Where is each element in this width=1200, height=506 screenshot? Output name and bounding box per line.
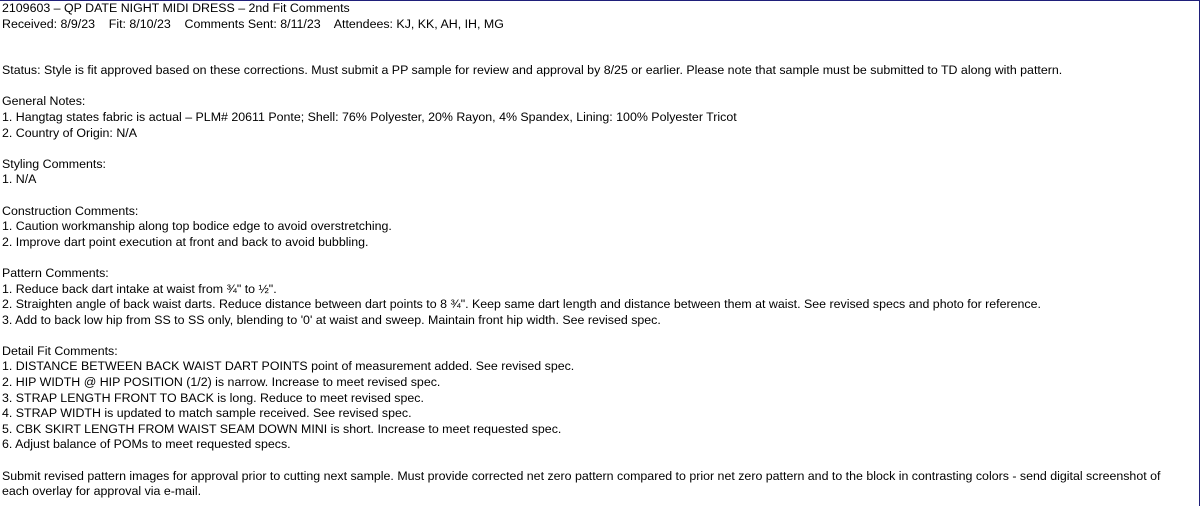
styling-comment-item: 1. N/A [2,172,37,187]
detail-fit-comment-item: 2. HIP WIDTH @ HIP POSITION (1/2) is narrow. Increase to meet revised spec. [2,375,441,390]
general-note-item: 1. Hangtag states fabric is actual – PLM# 20611 Ponte; Shell: 76% Polyester, 20% Rayon, 4% Spandex, Lining: 100% Polyester Tricot [2,109,737,124]
pattern-comments-heading: Pattern Comments: [2,265,109,280]
detail-fit-comment-item: 5. CBK SKIRT LENGTH FROM WAIST SEAM DOWN MINI is short. Increase to meet requested spec. [2,421,562,436]
spacer [2,32,1192,63]
styling-comments-heading: Styling Comments: [2,156,106,171]
spacer [2,328,1192,344]
spacer [2,79,1192,95]
detail-fit-comment-item: 6. Adjust balance of POMs to meet requested specs. [2,437,291,452]
detail-fit-comments-heading: Detail Fit Comments: [2,343,118,358]
document-title: 2109603 – QP DATE NIGHT MIDI DRESS – 2nd Fit Comments [2,1,350,15]
pattern-comment-item: 1. Reduce back dart intake at waist from ¾" to ½". [2,281,277,296]
document-meta: Received: 8/9/23 Fit: 8/10/23 Comments Sent: 8/11/23 Attendees: KJ, KK, AH, IH, MG [2,16,504,31]
fit-comments-document [2,1,1192,500]
spacer [2,250,1192,266]
detail-fit-comment-item: 4. STRAP WIDTH is updated to match sample received. See revised spec. [2,406,412,421]
status-line: Status: Style is fit approved based on these corrections. Must submit a PP sample for review and approval by 8/25 or earlier. Please note that sample must be submitted to TD along with pattern. [2,63,1063,78]
pattern-comment-item: 3. Add to back low hip from SS to SS only, blending to '0' at waist and sweep. Maintain front hip width. See revised spec. [2,312,661,327]
closing-instructions: Submit revised pattern images for approval prior to cutting next sample. Must provide corrected net zero pattern compared to prior net zero pattern and to the block in contrasting colors - send digital screenshot of each overlay for approval via e-mail. [2,468,1161,499]
pattern-comment-item: 2. Straighten angle of back waist darts. Reduce distance between dart points to 8 ¾". Keep same dart length and distance between them at waist. See revised specs and photo for reference. [2,297,1041,312]
spacer [2,141,1192,157]
spacer [2,188,1192,204]
construction-comments-heading: Construction Comments: [2,203,139,218]
construction-comment-item: 2. Improve dart point execution at front and back to avoid bubbling. [2,234,369,249]
general-notes-heading: General Notes: [2,94,86,109]
spacer [2,453,1192,469]
detail-fit-comment-item: 1. DISTANCE BETWEEN BACK WAIST DART POINTS point of measurement added. See revised spec. [2,359,575,374]
general-note-item: 2. Country of Origin: N/A [2,125,137,140]
construction-comment-item: 1. Caution workmanship along top bodice edge to avoid overstretching. [2,219,392,234]
detail-fit-comment-item: 3. STRAP LENGTH FRONT TO BACK is long. Reduce to meet revised spec. [2,390,424,405]
